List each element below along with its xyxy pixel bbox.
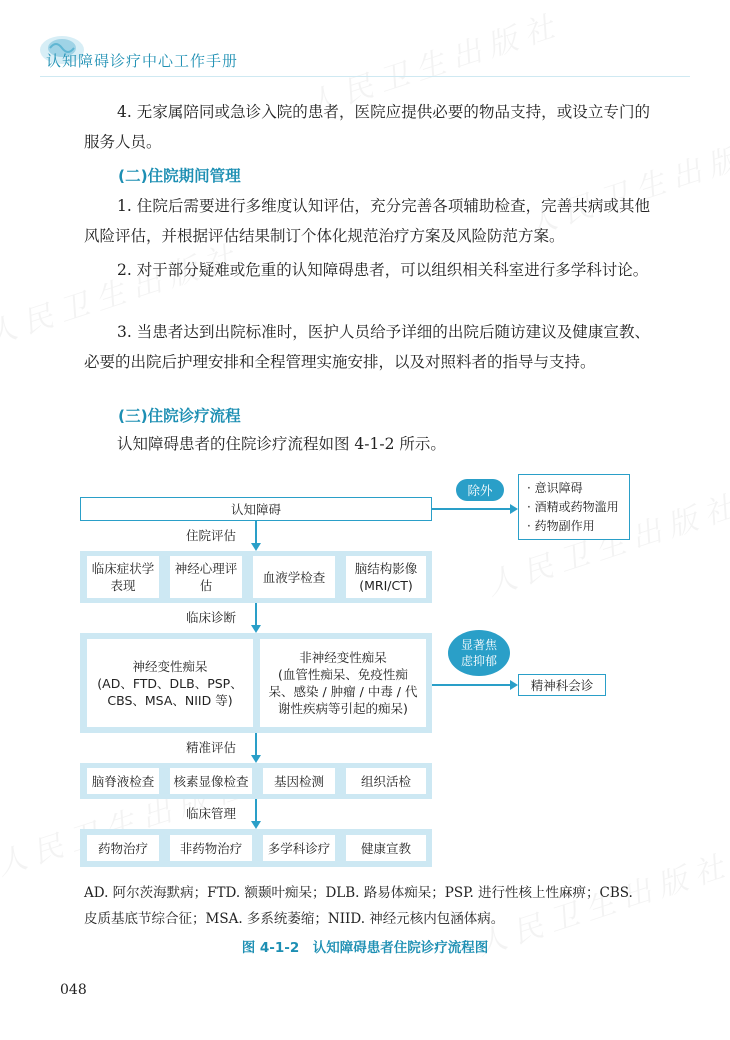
exclude-connector bbox=[432, 508, 512, 510]
paragraph-2: 2. 对于部分疑难或危重的认知障碍患者，可以组织相关科室进行多学科讨论。 bbox=[117, 261, 649, 279]
section-heading-2: (二)住院期间管理 bbox=[118, 167, 241, 185]
precise-genetic-test: 基因检测 bbox=[263, 768, 335, 794]
anxiety-depression-badge: 显著焦虑抑郁 bbox=[448, 630, 510, 676]
connector-line bbox=[255, 733, 257, 757]
header-title: 认知障碍诊疗中心工作手册 bbox=[46, 52, 239, 70]
paragraph-3: 3. 当患者达到出院标准时，医护人员给予详细的出院后随访建议及健康宣教、必要的出院后护理安排和全程管理实施安排，以及对照料者的指导与支持。 bbox=[84, 323, 650, 371]
mgmt-nondrug-therapy: 非药物治疗 bbox=[170, 835, 252, 861]
exclude-list-box bbox=[518, 474, 630, 540]
precise-nuclear-imaging: 核素显像检查 bbox=[170, 768, 252, 794]
down-arrow-icon bbox=[251, 755, 261, 763]
exclude-item: · 酒精或药物滥用 bbox=[527, 499, 619, 514]
intro-paragraph: 认知障碍患者的住院诊疗流程如图 4-1-2 所示。 bbox=[117, 435, 446, 453]
paragraph-1: 1. 住院后需要进行多维度认知评估，充分完善各项辅助检查，完善共病或其他风险评估，并根据评估结果制订个体化规范治疗方案及风险防范方案。 bbox=[84, 197, 650, 245]
neuro-title: 神经变性痴呆 bbox=[132, 658, 208, 674]
exclude-item: · 意识障碍 bbox=[527, 480, 583, 495]
down-arrow-icon bbox=[251, 821, 261, 829]
header-divider bbox=[40, 76, 690, 77]
section-heading-3: (三)住院诊疗流程 bbox=[118, 407, 241, 425]
figure-footnote: AD. 阿尔茨海默病；FTD. 额颞叶痴呆；DLB. 路易体痴呆；PSP. 进行性核上性麻痹；CBS. 皮质基底节综合征；MSA. 多系统萎缩；NIID. 神经元核内包涵体病。 bbox=[84, 885, 633, 927]
precise-csf: 脑脊液检查 bbox=[87, 768, 159, 794]
connector-line bbox=[255, 603, 257, 627]
page-header bbox=[0, 0, 730, 85]
cognitive-impairment-box: 认知障碍 bbox=[80, 497, 432, 521]
mgmt-mdt: 多学科诊疗 bbox=[263, 835, 335, 861]
psych-connector bbox=[432, 684, 512, 686]
figure-caption: 图 4-1-2 认知障碍患者住院诊疗流程图 bbox=[241, 940, 489, 956]
mgmt-drug-therapy: 药物治疗 bbox=[87, 835, 159, 861]
connector-line bbox=[255, 521, 257, 545]
eval-clinical-symptoms: 临床症状学表现 bbox=[87, 556, 159, 598]
exclude-item: · 药物副作用 bbox=[527, 518, 595, 533]
nonneuro-title: 非神经变性痴呆 bbox=[299, 650, 387, 665]
non-neurodegenerative-dementia-cell bbox=[260, 639, 426, 727]
connector-line bbox=[255, 799, 257, 823]
eval-neuropsych: 神经心理评估 bbox=[170, 556, 242, 598]
neuro-detail: (AD、FTD、DLB、PSP、CBS、MSA、NIID 等) bbox=[97, 675, 243, 708]
mgmt-health-education: 健康宣教 bbox=[346, 835, 426, 861]
down-arrow-icon bbox=[251, 625, 261, 633]
psych-arrowhead-icon bbox=[510, 680, 518, 690]
step-label-clinical-diagnosis: 临床诊断 bbox=[186, 610, 237, 625]
exclude-arrowhead-icon bbox=[510, 504, 518, 514]
step-label-admission-eval: 住院评估 bbox=[186, 528, 237, 543]
eval-blood-test: 血液学检查 bbox=[253, 556, 335, 598]
psychiatry-consult-box: 精神科会诊 bbox=[518, 674, 606, 696]
page-number: 048 bbox=[60, 982, 87, 998]
precise-biopsy: 组织活检 bbox=[346, 768, 426, 794]
exclude-pill: 除外 bbox=[456, 479, 504, 501]
step-label-clinical-mgmt: 临床管理 bbox=[186, 806, 237, 821]
paragraph-4: 4. 无家属陪同或急诊入院的患者，医院应提供必要的物品支持，或设立专门的服务人员。 bbox=[84, 103, 650, 151]
nonneuro-detail: (血管性痴呆、免疫性痴呆、感染 / 肿瘤 / 中毒 / 代谢性疾病等引起的痴呆) bbox=[268, 667, 418, 716]
neurodegenerative-dementia-cell bbox=[87, 639, 253, 727]
eval-brain-imaging: 脑结构影像(MRI/CT) bbox=[346, 556, 426, 598]
step-label-precise-eval: 精准评估 bbox=[186, 740, 237, 755]
down-arrow-icon bbox=[251, 543, 261, 551]
